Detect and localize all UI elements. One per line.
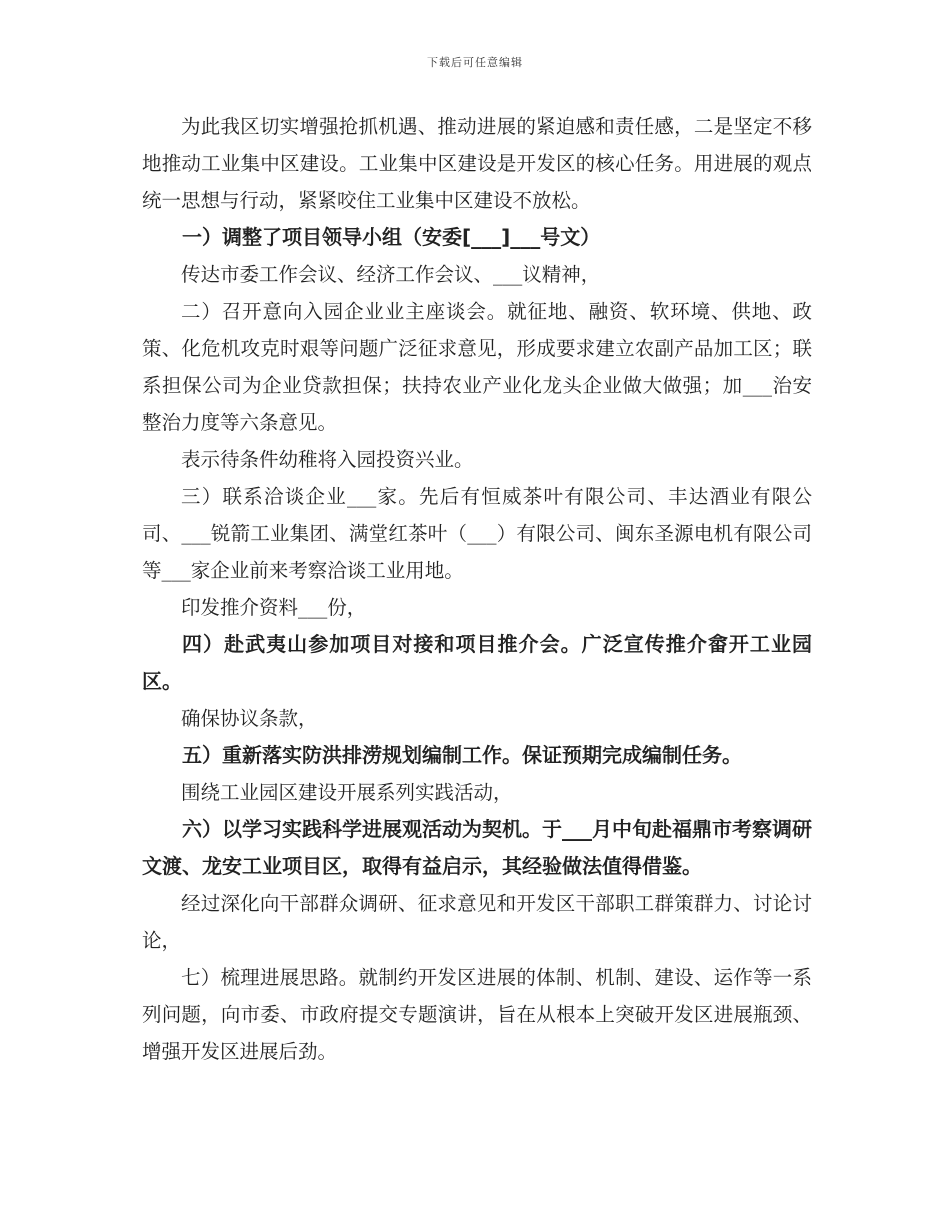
heading-7: 七）梳理进展思路。就制约开发区进展的体制、机制、建设、运作等一系列问题，向市委、市政府提交专题演讲，旨在从根本上突破开发区进展瓶颈、增强开发区进展后劲。 bbox=[142, 966, 812, 1063]
paragraph-1: 传达市委工作会议、经济工作会议、___议精神， bbox=[181, 263, 601, 286]
paragraph-3: 印发推介资料___份， bbox=[181, 596, 367, 619]
heading-6: 六）以学习实践科学进展观活动为契机。于___月中旬赴福鼎市考察调研文渡、龙安工业项目区，取得有益启示，其经验做法值得借鉴。 bbox=[142, 817, 812, 878]
paragraph-5: 围绕工业园区建设开展系列实践活动， bbox=[181, 781, 513, 804]
paragraph-intro: 为此我区切实增强抢抓机遇、推动进展的紧迫感和责任感，二是坚定不移地推动工业集中区建设。工业集中区建设是开发区的核心任务。用进展的观点统一思想与行动，紧紧咬住工业集中区建设不放松。 bbox=[142, 115, 812, 212]
paragraph-6: 经过深化向干部群众调研、征求意见和开发区干部职工群策群力、讨论讨论， bbox=[142, 892, 812, 952]
paragraph-2: 表示待条件幼稚将入园投资兴业。 bbox=[181, 448, 474, 471]
heading-1: 一）调整了项目领导小组（安委[___]___号文） bbox=[182, 225, 601, 249]
heading-5: 五）重新落实防洪排涝规划编制工作。保证预期完成编制任务。 bbox=[182, 743, 742, 767]
heading-4: 四）赴武夷山参加项目对接和项目推介会。广泛宣传推介畲开工业园区。 bbox=[142, 632, 812, 693]
heading-2: 二）召开意向入园企业业主座谈会。就征地、融资、软环境、供地、政策、化危机攻克时艰等问题广泛征求意见，形成要求建立农副产品加工区；联系担保公司为企业贷款担保；扶持农业产业化龙头企业做大做强；加___治安整治力度等六条意见。 bbox=[142, 300, 812, 434]
document-body bbox=[142, 108, 812, 1070]
paragraph-4: 确保协议条款， bbox=[181, 707, 318, 730]
heading-3: 三）联系洽谈企业___家。先后有恒威茶叶有限公司、丰达酒业有限公司、___锐箭工业集团、满堂红茶叶（___）有限公司、闽东圣源电机有限公司等___家企业前来考察洽谈工业用地。 bbox=[142, 485, 812, 582]
page-header: 下载后可任意编辑 bbox=[427, 56, 523, 69]
